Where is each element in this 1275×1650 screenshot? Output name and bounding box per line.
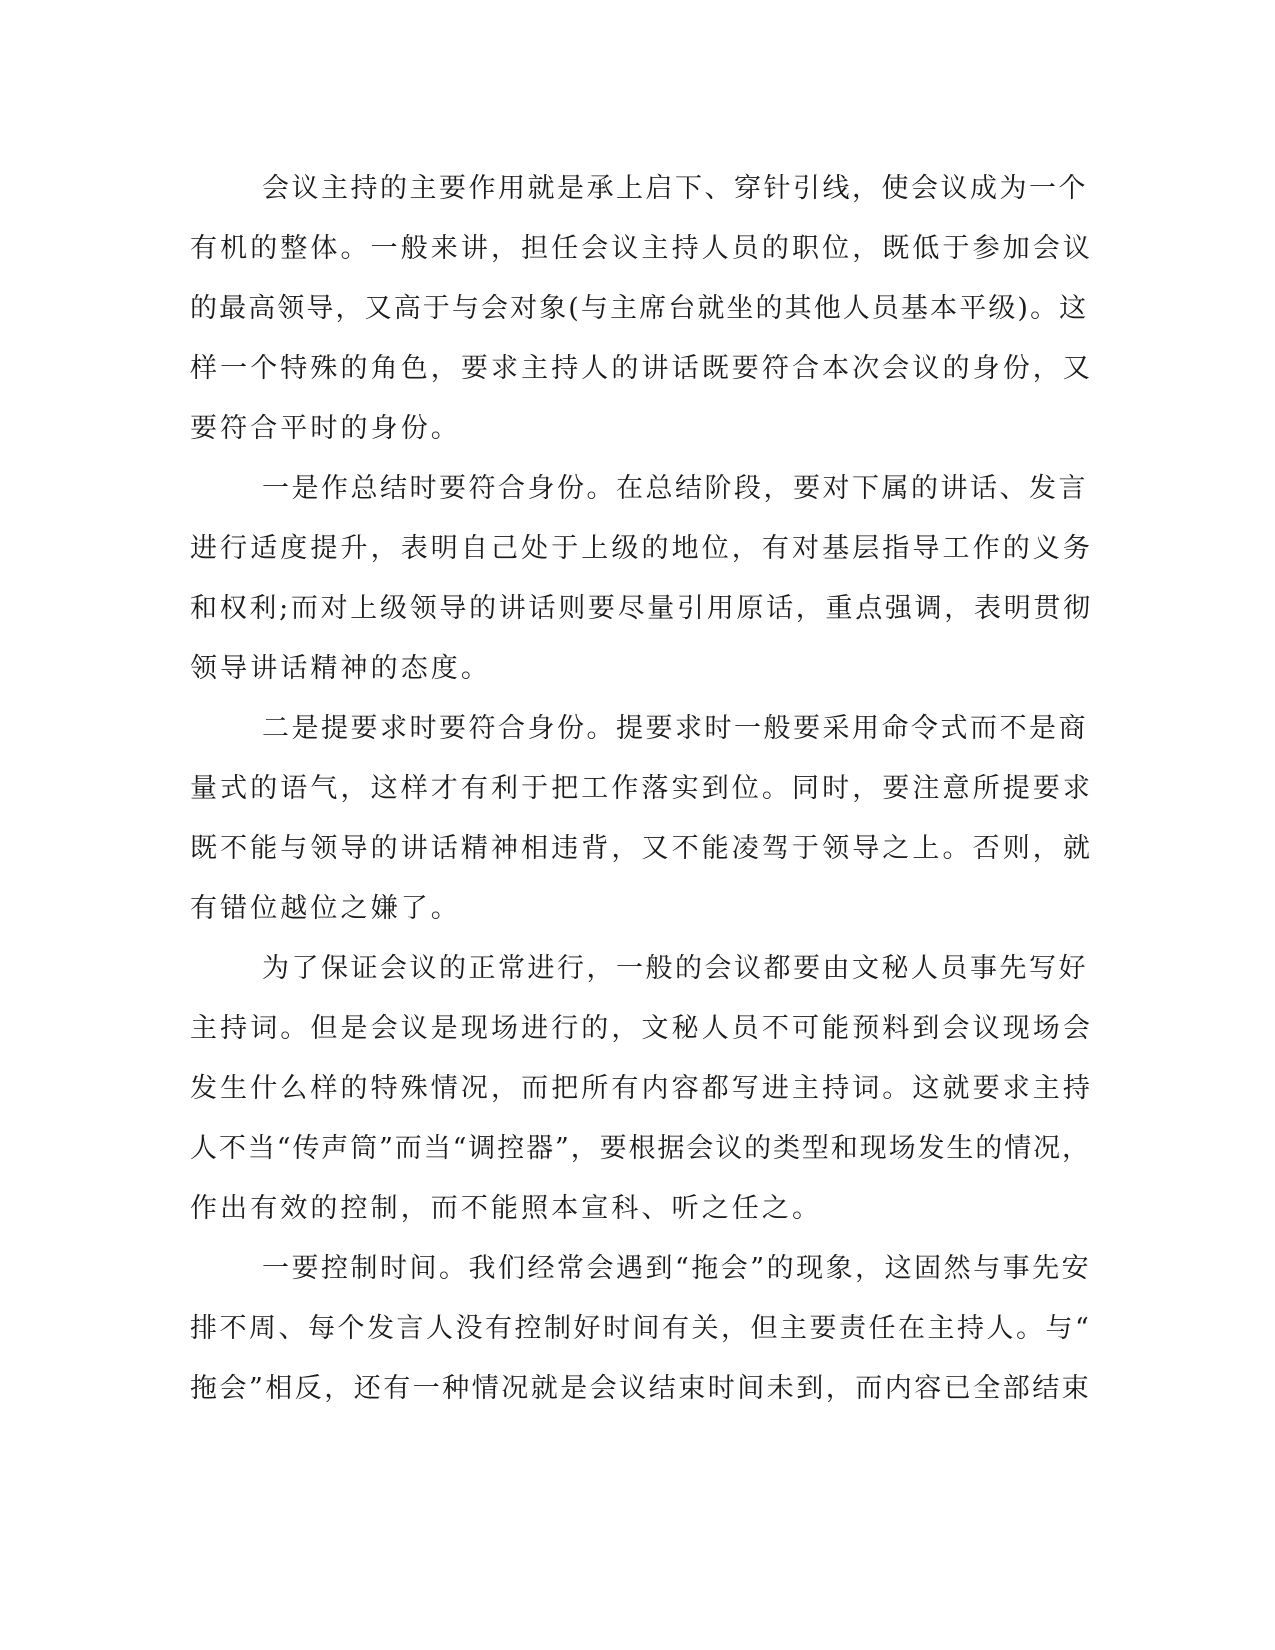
paragraph-5-line-3: 拖会”相反，还有一种情况就是会议结束时间未到，而内容已全部结束	[190, 1373, 1092, 1404]
paragraph-1-line-5: 要符合平时的身份。	[190, 413, 461, 444]
paragraph-5-line-2: 排不周、每个发言人没有控制好时间有关，但主要责任在主持人。与“	[190, 1313, 1092, 1344]
paragraph-2-line-3: 和权利;而对上级领导的讲话则要尽量引用原话，重点强调，表明贯彻	[190, 593, 1093, 624]
paragraph-4-line-5: 作出有效的控制，而不能照本宣科、听之任之。	[190, 1193, 823, 1224]
paragraph-3-line-1: 二是提要求时要符合身份。提要求时一般要采用命令式而不是商	[262, 713, 1088, 744]
paragraph-2-line-1: 一是作总结时要符合身份。在总结阶段，要对下属的讲话、发言	[262, 473, 1088, 504]
paragraph-1-line-3: 的最高领导，又高于与会对象(与主席台就坐的其他人员基本平级)。这	[190, 293, 1089, 324]
paragraph-2-line-4: 领导讲话精神的态度。	[190, 653, 491, 684]
paragraph-3-line-3: 既不能与领导的讲话精神相违背，又不能凌驾于领导之上。否则，就	[190, 833, 1093, 864]
paragraph-4-line-3: 发生什么样的特殊情况，而把所有内容都写进主持词。这就要求主持	[190, 1073, 1093, 1104]
paragraph-1-line-1: 会议主持的主要作用就是承上启下、穿针引线，使会议成为一个	[262, 173, 1088, 204]
paragraph-3-line-4: 有错位越位之嫌了。	[190, 893, 461, 924]
paragraph-4-line-4: 人不当“传声筒”而当“调控器”，要根据会议的类型和现场发生的情况，	[190, 1133, 1091, 1164]
paragraph-4-line-2: 主持词。但是会议是现场进行的，文秘人员不可能预料到会议现场会	[190, 1013, 1093, 1044]
paragraph-4-line-1: 为了保证会议的正常进行，一般的会议都要由文秘人员事先写好	[262, 953, 1088, 984]
paragraph-1-line-2: 有机的整体。一般来讲，担任会议主持人员的职位，既低于参加会议	[190, 233, 1093, 264]
paragraph-1-line-4: 样一个特殊的角色，要求主持人的讲话既要符合本次会议的身份，又	[190, 353, 1093, 384]
paragraph-5-line-1: 一要控制时间。我们经常会遇到“拖会”的现象，这固然与事先安	[262, 1253, 1092, 1284]
paragraph-3-line-2: 量式的语气，这样才有利于把工作落实到位。同时，要注意所提要求	[190, 773, 1093, 804]
paragraph-2-line-2: 进行适度提升，表明自己处于上级的地位，有对基层指导工作的义务	[190, 533, 1093, 564]
